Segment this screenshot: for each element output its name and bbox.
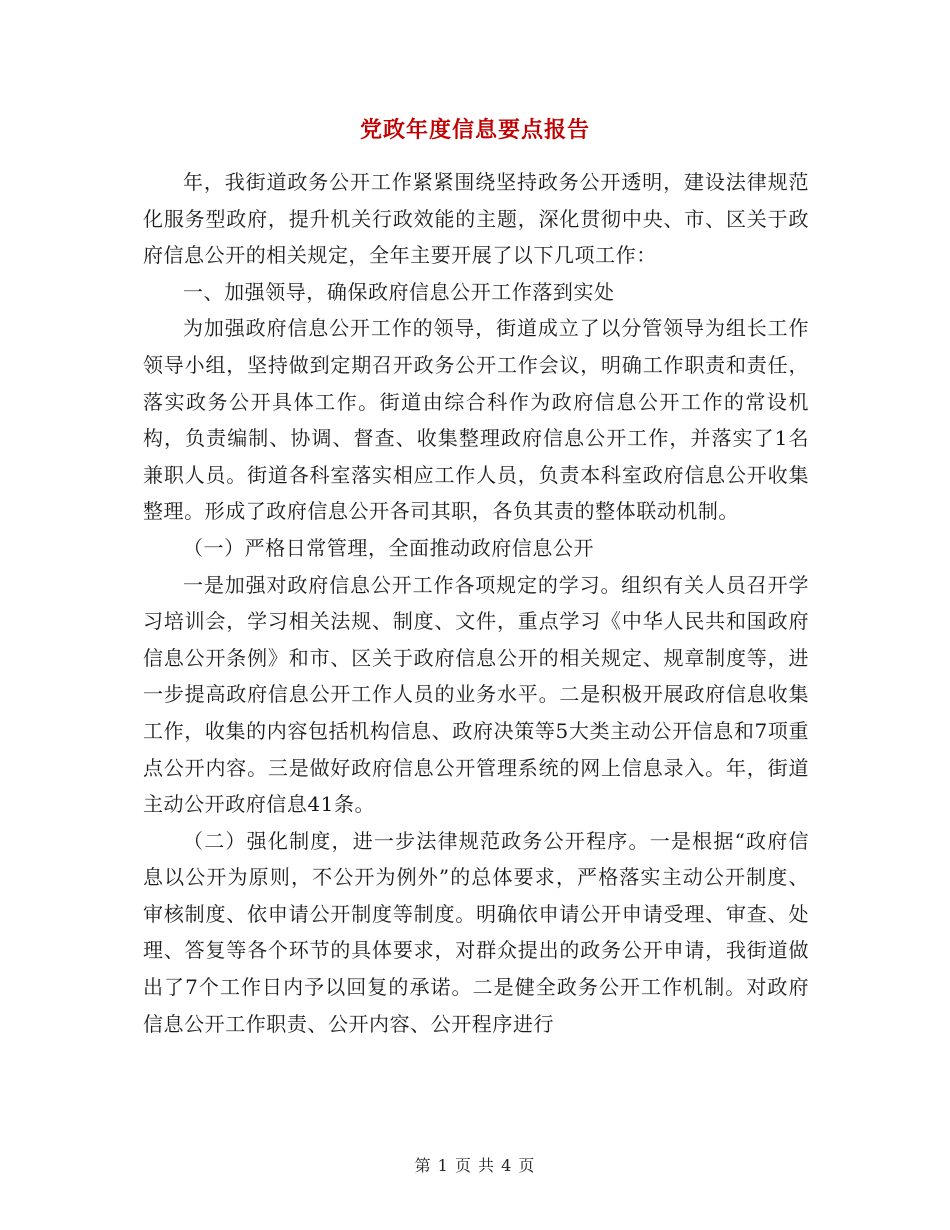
paragraph-leadership: 为加强政府信息公开工作的领导，街道成立了以分管领导为组长工作领导小组，坚持做到定期召开政务公开工作会议，明确工作职责和责任，落实政务公开具体工作。街道由综合科作为政府信息公开工作的常设机构，负责编制、协调、督查、收集整理政府信息公开工作，并落实了1名兼职人员。街道各科室落实相应工作人员，负责本科室政府信息公开收集整理。形成了政府信息公开各司其职，各负其责的整体联动机制。 <box>143 316 809 524</box>
paragraph-intro: 年，我街道政务公开工作紧紧围绕坚持政务公开透明，建设法律规范化服务型政府，提升机关行政效能的主题，深化贯彻中央、市、区关于政府信息公开的相关规定，全年主要开展了以下几项工作： <box>143 170 809 268</box>
document-title: 党政年度信息要点报告 <box>359 118 590 143</box>
paragraph-subheading-1: （一）严格日常管理，全面推动政府信息公开 <box>183 535 594 560</box>
paragraph-section-heading-1: 一、加强领导，确保政府信息公开工作落到实处 <box>183 279 615 304</box>
document-body <box>143 164 809 1042</box>
paragraph-daily-management: 一是加强对政府信息公开工作各项规定的学习。组织有关人员召开学习培训会，学习相关法规、制度、文件，重点学习《中华人民共和国政府信息公开条例》和市、区关于政府信息公开的相关规定、规章制度等，进一步提高政府信息公开工作人员的业务水平。二是积极开展政府信息收集工作，收集的内容包括机构信息、政府决策等5大类主动公开信息和7项重点公开内容。三是做好政府信息公开管理系统的网上信息录入。年，街道主动公开政府信息41条。 <box>143 572 809 817</box>
page-footer: 第 1 页 共 4 页 <box>414 1156 536 1175</box>
paragraph-system-standardization: （二）强化制度，进一步法律规范政务公开程序。一是根据“政府信息以公开为原则，不公开为例外”的总体要求，严格落实主动公开制度、审核制度、依申请公开制度等制度。明确依申请公开申请受理、审查、处理、答复等各个环节的具体要求，对群众提出的政务公开申请，我街道做出了7个工作日内予以回复的承诺。二是健全政务公开工作机制。对政府信息公开工作职责、公开内容、公开程序进行 <box>143 828 809 1036</box>
